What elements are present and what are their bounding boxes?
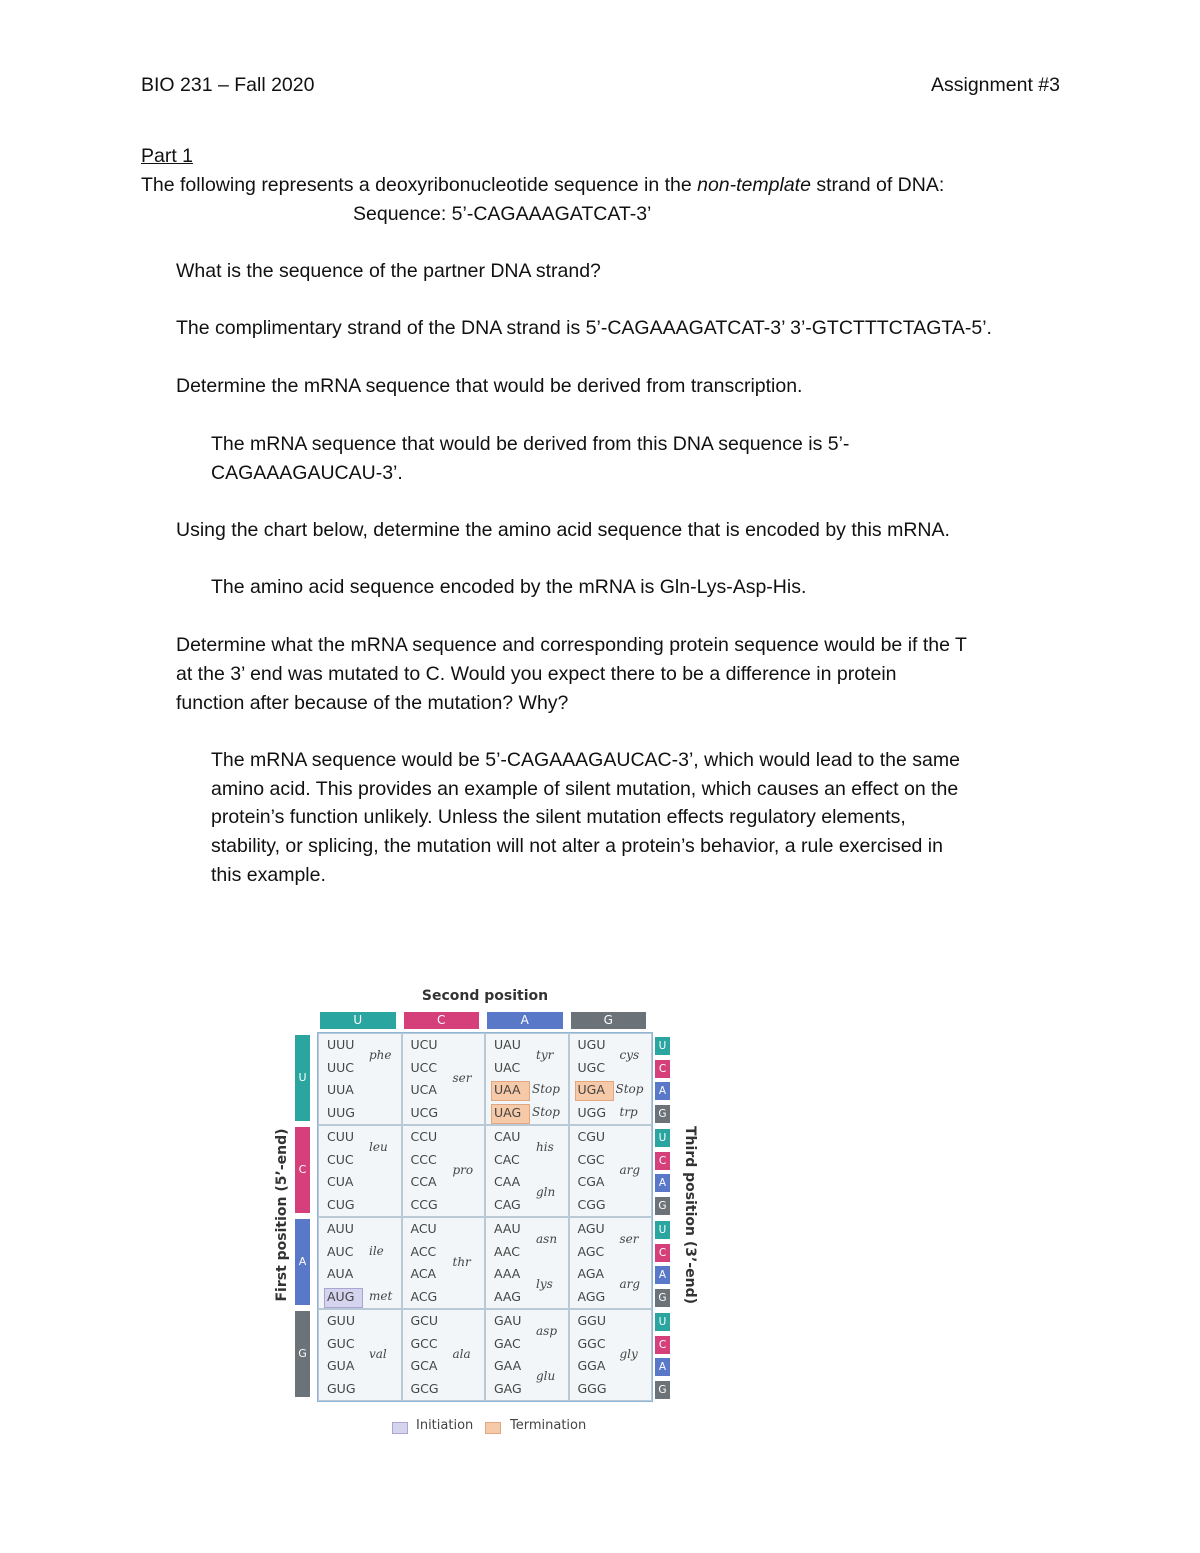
codon: UUG — [327, 1104, 355, 1120]
first-position-u: U — [295, 1035, 310, 1121]
codon: GCG — [410, 1380, 439, 1396]
codon: AAU — [494, 1221, 521, 1236]
second-position-a: A — [487, 1012, 563, 1029]
codon: GAG — [494, 1380, 522, 1396]
codon-block — [569, 1033, 653, 1125]
codon: UGU — [577, 1037, 606, 1052]
codon: CUU — [327, 1129, 355, 1144]
amino-acid: asp — [536, 1324, 557, 1339]
third-position-a: A — [655, 1082, 670, 1100]
codon: CAC — [494, 1151, 520, 1167]
amino-acid: tyr — [536, 1048, 554, 1063]
codon-block — [402, 1033, 486, 1125]
codon: AAG — [494, 1288, 521, 1304]
first-position-g: G — [295, 1311, 310, 1397]
codon-block — [318, 1309, 402, 1401]
intro-text — [141, 171, 944, 200]
codon-block — [569, 1217, 653, 1309]
codon: UUC — [327, 1059, 355, 1075]
codon: GCA — [410, 1358, 438, 1373]
codon: UCG — [410, 1104, 439, 1120]
course-title: BIO 231 – Fall 2020 — [141, 74, 315, 96]
codon-block — [485, 1125, 569, 1217]
third-position-a: A — [655, 1358, 670, 1376]
answer-4-line-1: The mRNA sequence would be 5’-CAGAAAGAUCAC-3’, which would lead to the same — [211, 749, 960, 771]
codon: UAA — [494, 1082, 521, 1097]
codon: AUG — [327, 1288, 355, 1304]
amino-acid: val — [369, 1346, 387, 1361]
codon: UAC — [494, 1059, 521, 1075]
codon: CUA — [327, 1174, 354, 1189]
answer-4-line-5: this example. — [211, 864, 326, 886]
question-1: What is the sequence of the partner DNA strand? — [176, 260, 601, 282]
amino-acid: Stop — [532, 1104, 560, 1119]
codon: GGC — [577, 1335, 606, 1351]
codon: CGA — [577, 1174, 605, 1189]
codon: UUA — [327, 1082, 354, 1097]
third-position-g: G — [655, 1289, 670, 1307]
third-position-c: C — [655, 1060, 670, 1078]
codon: GCC — [410, 1335, 438, 1351]
termination-legend: Termination — [510, 1418, 587, 1433]
third-position-u: U — [655, 1129, 670, 1147]
amino-acid: ser — [452, 1070, 472, 1085]
answer-2-line-1: The mRNA sequence that would be derived from this DNA sequence is 5’- — [211, 433, 850, 455]
amino-acid: asn — [536, 1232, 558, 1247]
question-2: Determine the mRNA sequence that would be derived from transcription. — [176, 375, 803, 397]
amino-acid: lys — [536, 1277, 553, 1292]
amino-acid: cys — [619, 1048, 640, 1063]
third-position-g: G — [655, 1381, 670, 1399]
codon: GUC — [327, 1335, 355, 1351]
amino-acid: leu — [369, 1140, 388, 1155]
question-3: Using the chart below, determine the amino acid sequence that is encoded by this mRNA. — [176, 519, 950, 541]
question-4-line-2: at the 3’ end was mutated to C. Would you expect there to be a difference in protein — [176, 663, 897, 685]
amino-acid: glu — [536, 1369, 556, 1384]
codon: AGA — [577, 1266, 605, 1281]
codon-block — [402, 1309, 486, 1401]
intro-pre: The following represents a deoxyribonucleotide sequence in the — [141, 174, 698, 196]
codon: CAU — [494, 1129, 521, 1144]
codon-block — [402, 1217, 486, 1309]
codon: AGC — [577, 1243, 605, 1259]
answer-3: The amino acid sequence encoded by the mRNA is Gln-Lys-Asp-His. — [211, 576, 807, 598]
codon-block — [485, 1309, 569, 1401]
answer-4-line-3: protein’s function unlikely. Unless the silent mutation effects regulatory elements, — [211, 806, 906, 828]
amino-acid: ile — [369, 1243, 384, 1258]
codon: AGU — [577, 1221, 605, 1236]
codon: GCU — [410, 1313, 439, 1328]
codon-block — [569, 1309, 653, 1401]
chart-title: Second position — [421, 988, 549, 1004]
answer-1: The complimentary strand of the DNA strand is 5’-CAGAAAGATCAT-3’ 3’-GTCTTTCTAGTA-5’. — [176, 317, 992, 339]
codon: CAA — [494, 1174, 521, 1189]
codon: UCC — [410, 1059, 438, 1075]
codon: AUA — [327, 1266, 354, 1281]
amino-acid: Stop — [532, 1082, 560, 1096]
first-position-c: C — [295, 1127, 310, 1213]
codon: GAA — [494, 1358, 522, 1373]
codon: AUC — [327, 1243, 354, 1259]
third-position-c: C — [655, 1244, 670, 1262]
codon: GGU — [577, 1313, 607, 1328]
amino-acid: ala — [452, 1346, 471, 1361]
codon-block — [318, 1033, 402, 1125]
intro-post: strand of DNA: — [810, 174, 945, 196]
part-title: Part 1 — [141, 145, 194, 167]
initiation-swatch — [392, 1422, 408, 1434]
amino-acid: thr — [452, 1254, 471, 1269]
third-position-g: G — [655, 1105, 670, 1123]
codon: UCA — [410, 1082, 437, 1097]
initiation-legend: Initiation — [416, 1418, 474, 1433]
codon-block — [318, 1125, 402, 1217]
third-position-a: A — [655, 1266, 670, 1284]
third-position-a: A — [655, 1174, 670, 1192]
amino-acid: arg — [619, 1277, 641, 1292]
question-4-line-1: Determine what the mRNA sequence and corresponding protein sequence would be if the T — [176, 634, 967, 656]
codon: UGC — [577, 1059, 606, 1075]
codon: CGG — [577, 1196, 606, 1212]
third-position-g: G — [655, 1197, 670, 1215]
codon: UCU — [410, 1037, 438, 1052]
amino-acid: arg — [619, 1162, 641, 1177]
codon: ACA — [410, 1266, 437, 1281]
codon: CCA — [410, 1174, 437, 1189]
codon: GUA — [327, 1358, 355, 1373]
codon: AAA — [494, 1266, 521, 1281]
codon: ACG — [410, 1288, 438, 1304]
assignment-number: Assignment #3 — [931, 74, 1060, 96]
codon: UGA — [577, 1082, 605, 1097]
amino-acid: trp — [619, 1104, 638, 1119]
codon: GAC — [494, 1335, 521, 1351]
third-position-u: U — [655, 1221, 670, 1239]
codon-block — [402, 1125, 486, 1217]
answer-4-line-2: amino acid. This provides an example of silent mutation, which causes an effect on the — [211, 778, 959, 800]
codon: ACC — [410, 1243, 437, 1259]
amino-acid: ser — [619, 1232, 639, 1247]
codon: UGG — [577, 1104, 607, 1120]
second-position-g: G — [571, 1012, 647, 1029]
codon: CGC — [577, 1151, 605, 1167]
third-position-label: Third position (3’-end) — [682, 1126, 698, 1304]
codon: GUU — [327, 1313, 355, 1328]
sequence-line: Sequence: 5’-CAGAAAGATCAT-3’ — [353, 203, 652, 225]
codon: UAG — [494, 1104, 522, 1120]
codon: CGU — [577, 1129, 606, 1144]
third-position-u: U — [655, 1313, 670, 1331]
codon: UAU — [494, 1037, 521, 1052]
codon-grid — [317, 1032, 653, 1402]
codon: CCG — [410, 1196, 438, 1212]
answer-2-line-2: CAGAAAGAUCAU-3’. — [211, 462, 403, 484]
codon: CCU — [410, 1129, 438, 1144]
codon-chart — [270, 985, 700, 1445]
codon-block — [485, 1033, 569, 1125]
codon: AAC — [494, 1243, 520, 1259]
amino-acid: gln — [536, 1185, 556, 1200]
codon: GGG — [577, 1380, 607, 1396]
second-position-c: C — [404, 1012, 480, 1029]
third-position-u: U — [655, 1037, 670, 1055]
termination-swatch — [485, 1422, 501, 1434]
codon: CUG — [327, 1196, 355, 1212]
third-position-c: C — [655, 1152, 670, 1170]
first-position-a: A — [295, 1219, 310, 1305]
third-position-c: C — [655, 1336, 670, 1354]
codon: CUC — [327, 1151, 354, 1167]
codon: AUU — [327, 1221, 354, 1236]
amino-acid: Stop — [615, 1082, 644, 1096]
codon: ACU — [410, 1221, 437, 1236]
codon: UUU — [327, 1037, 355, 1052]
question-4-line-3: function after because of the mutation? Why? — [176, 692, 569, 714]
amino-acid: gly — [619, 1346, 638, 1361]
second-position-u: U — [320, 1012, 396, 1029]
codon-block — [485, 1217, 569, 1309]
amino-acid: phe — [369, 1048, 392, 1063]
codon: AGG — [577, 1288, 606, 1304]
codon: GGA — [577, 1358, 606, 1373]
amino-acid: his — [536, 1140, 554, 1155]
codon: CAG — [494, 1196, 521, 1212]
amino-acid: pro — [452, 1162, 474, 1177]
codon-block — [318, 1217, 402, 1309]
codon: CCC — [410, 1151, 437, 1167]
codon-block — [569, 1125, 653, 1217]
codon: GAU — [494, 1313, 522, 1328]
amino-acid: met — [369, 1288, 393, 1303]
answer-4-line-4: stability, or splicing, the mutation will not alter a protein’s behavior, a rule exercised in — [211, 835, 943, 857]
intro-italic: non-template — [697, 174, 811, 196]
first-position-label: First position (5’-end) — [274, 1128, 290, 1302]
codon: GUG — [327, 1380, 356, 1396]
